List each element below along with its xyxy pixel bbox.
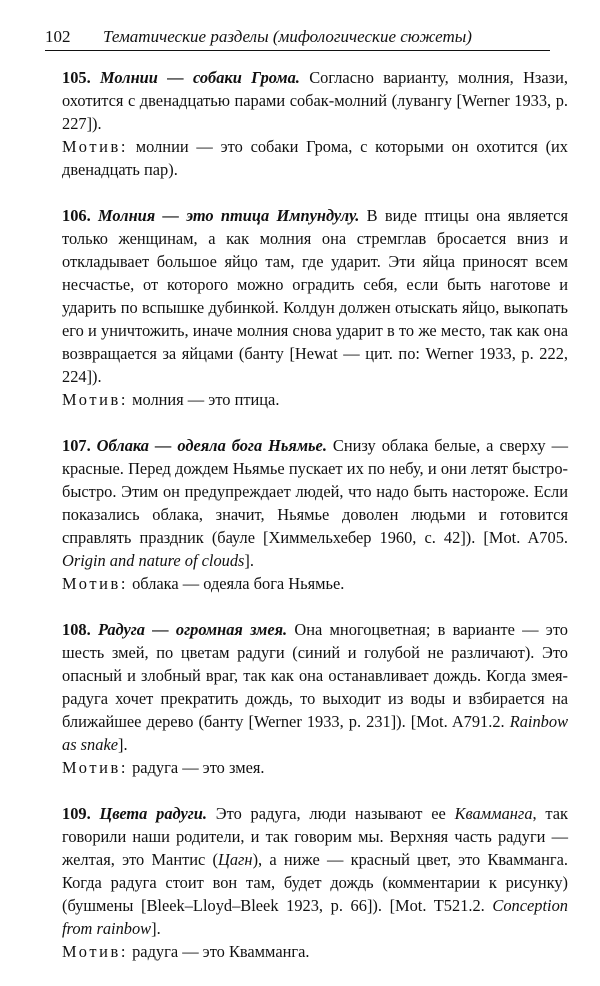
italic-term: Квамманга <box>454 804 533 823</box>
motif-label: Мотив: <box>62 137 128 156</box>
entry-105 <box>62 66 568 181</box>
entry-number: 109. <box>62 804 91 823</box>
entry-106 <box>62 204 568 411</box>
entry-paragraph <box>62 618 568 756</box>
motif-text: молнии — это собаки Грома, с которыми он охотится (их двенадцать пар). <box>62 137 568 179</box>
entry-text: Она многоцветная; в варианте — это шесть змей, по цветам радуги (синий и голубой не различают). Это опасный и злобный враг, так как она останавливает дождь. Когда змея-радуга хочет прекратить дождь, то выходит из воды и взбирается на ближайшее дерево (банту [Werner 1933, p. 231]). [Mot. A791.2. <box>62 620 568 731</box>
entry-108 <box>62 618 568 779</box>
entry-paragraph <box>62 434 568 572</box>
motif-line <box>62 940 568 963</box>
motif-label: Мотив: <box>62 942 128 961</box>
entry-number: 107. <box>62 436 91 455</box>
motif-label: Мотив: <box>62 758 128 777</box>
motif-index-title: Origin and nature of clouds <box>62 551 245 570</box>
entry-paragraph <box>62 66 568 135</box>
entry-number: 108. <box>62 620 91 639</box>
motif-line <box>62 135 568 181</box>
motif-text: радуга — это змея. <box>132 758 265 777</box>
entry-paragraph <box>62 802 568 940</box>
entry-heading: Цвета радуги. <box>99 804 207 823</box>
motif-text: облака — одеяла бога Ньямье. <box>132 574 345 593</box>
entry-number: 106. <box>62 206 91 225</box>
entry-text: , так говорили наши родители, и так говорим мы. Верхняя часть радуги — желтая, это Мантис ( <box>62 804 569 869</box>
motif-text: молния — это птица. <box>132 390 280 409</box>
running-title: Тематические разделы (мифологические сюжеты) <box>103 27 472 46</box>
entry-text: Это радуга, люди называют ее <box>215 804 446 823</box>
entry-text: ), а ниже — красный цвет, это Квамманга. Когда радуга стоит вон там, будет дождь (комментарии к рисунку) (бушмены [Bleek–Lloyd–Bleek 1923, p. 66]). [Mot. T521.2. <box>62 850 568 915</box>
motif-label: Мотив: <box>62 574 128 593</box>
italic-term: Цагн <box>218 850 253 869</box>
entry-paragraph <box>62 204 568 388</box>
entry-text-end: ]. <box>151 919 161 938</box>
entry-text: В виде птицы она является только женщинам, а как молния она стремглав бросается вниз и откладывает большое яйцо там, где ударит. Эти яйца приносят всем несчастье, от которого можно оградить себя, если быть наготове и ударить по вспышке дубинкой. Колдун должен отыскать яйцо, выкопать его и уничтожить, иначе молния снова ударит в то же место, так как она возвращается за яйцами (банту [Hewat — цит. по: Werner 1933, p. 222, 224]). <box>62 206 568 386</box>
page-number: 102 <box>45 27 71 46</box>
page-body <box>62 66 568 986</box>
motif-label: Мотив: <box>62 390 128 409</box>
entry-heading: Облака — одеяла бога Ньямье. <box>96 436 327 455</box>
entry-107 <box>62 434 568 595</box>
entry-text: Согласно варианту, молния, Нзази, охотится с двенадцатью парами собак-молний (лувангу [Werner 1933, p. 227]). <box>62 68 568 133</box>
entry-text: Снизу облака белые, а сверху — красные. Перед дождем Ньямье пускает их по небу, и они летят быстро-быстро. Этим он предупреждает людей, что надо быть настороже. Если показались облака, значит, Ньямье доволен людьми и готовится справлять праздник (бауле [Химмельхебер 1960, с. 42]). [Mot. A705. <box>62 436 568 547</box>
motif-index-title: Rainbow as snake <box>62 712 568 754</box>
entry-heading: Молния — это птица Импундулу. <box>98 206 360 225</box>
entry-heading: Радуга — огромная змея. <box>97 620 288 639</box>
entry-number: 105. <box>62 68 91 87</box>
entry-109 <box>62 802 568 963</box>
motif-index-title: Conception from rainbow <box>62 896 568 938</box>
entry-text-end: ]. <box>244 551 254 570</box>
motif-line <box>62 572 568 595</box>
running-header <box>45 26 550 51</box>
entry-heading: Молнии — собаки Грома. <box>100 68 300 87</box>
entry-text-end: ]. <box>118 735 128 754</box>
motif-text: радуга — это Квамманга. <box>132 942 310 961</box>
motif-line <box>62 388 568 411</box>
motif-line <box>62 756 568 779</box>
